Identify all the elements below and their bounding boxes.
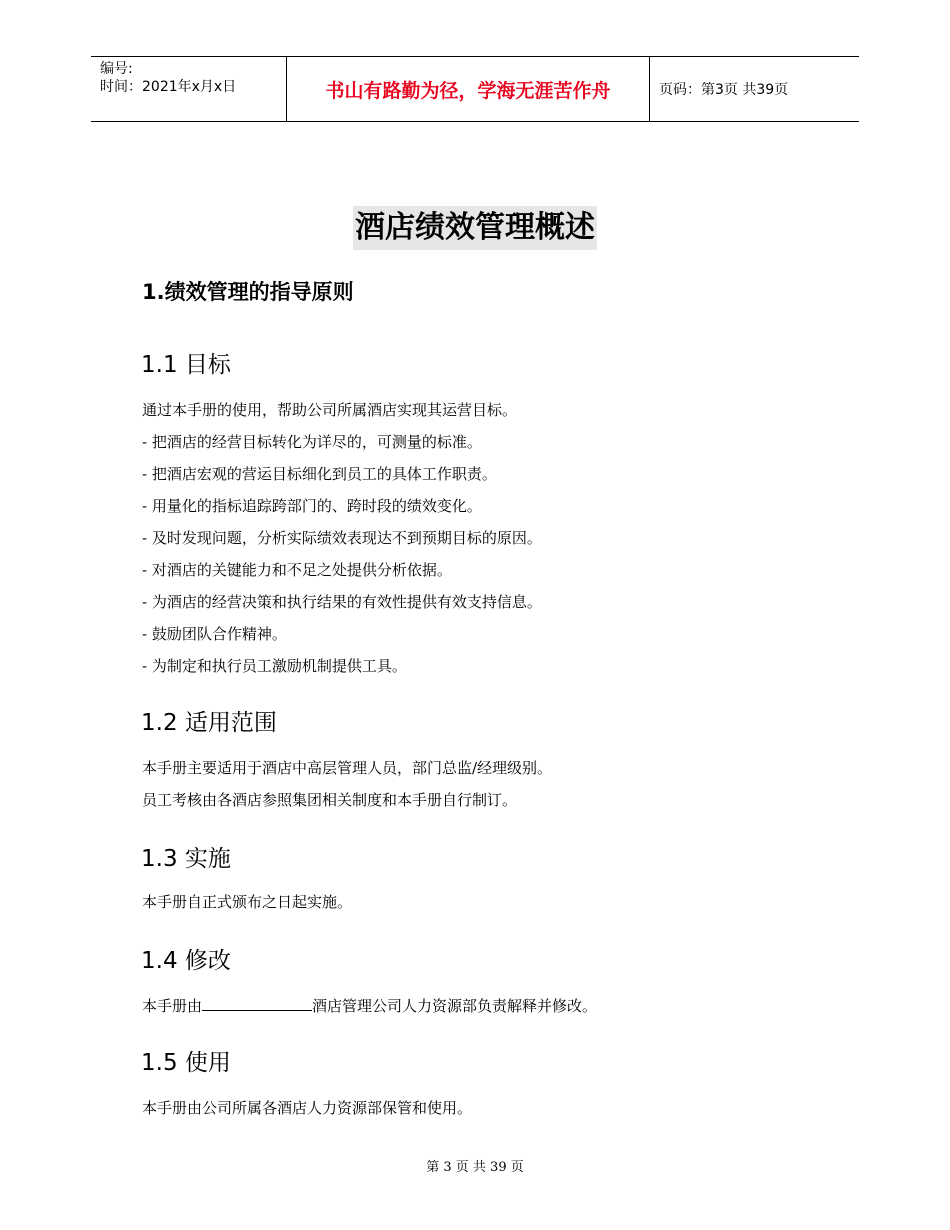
subsection-heading-revision: 1.4 修改 xyxy=(141,948,231,974)
goal-line: - 为制定和执行员工激励机制提供工具。 xyxy=(142,657,407,675)
goal-line: - 对酒店的关键能力和不足之处提供分析依据。 xyxy=(142,561,452,579)
scope-line: 员工考核由各酒店参照集团相关制度和本手册自行制订。 xyxy=(142,791,518,809)
goal-paragraph xyxy=(142,394,542,682)
subsection-heading-implementation: 1.3 实施 xyxy=(141,846,231,872)
goal-line: - 把酒店宏观的营运目标细化到员工的具体工作职责。 xyxy=(142,465,497,483)
header-meta xyxy=(91,57,287,121)
document-title: 酒店绩效管理概述 xyxy=(353,206,597,250)
goal-line: - 用量化的指标追踪跨部门的、跨时段的绩效变化。 xyxy=(142,497,482,515)
scope-line: 本手册主要适用于酒店中高层管理人员，部门总监/经理级别。 xyxy=(142,759,553,777)
header-table xyxy=(91,56,859,122)
revision-line-suffix: 酒店管理公司人力资源部负责解释并修改。 xyxy=(312,997,598,1015)
usage-paragraph xyxy=(142,1092,472,1124)
page-footer: 第 3 页 共 39 页 xyxy=(426,1160,524,1175)
document-title-wrap xyxy=(0,206,950,250)
goal-line: - 为酒店的经营决策和执行结果的有效性提供有效支持信息。 xyxy=(142,593,542,611)
goal-line: - 鼓励团队合作精神。 xyxy=(142,625,287,643)
blank-underline xyxy=(202,994,312,1011)
section-heading: 1.绩效管理的指导原则 xyxy=(142,280,354,304)
header-page-info: 页码：第3页 共39页 xyxy=(659,82,789,98)
implementation-line: 本手册自正式颁布之日起实施。 xyxy=(142,893,353,911)
header-time-label: 时间：2021年x月x日 xyxy=(100,79,237,95)
revision-paragraph xyxy=(142,990,597,1022)
subsection-heading-scope: 1.2 适用范围 xyxy=(141,710,277,736)
scope-paragraph xyxy=(142,752,552,816)
subsection-heading-goal: 1.1 目标 xyxy=(141,352,231,378)
header-motto: 书山有路勤为径，学海无涯苦作舟 xyxy=(287,57,650,121)
subsection-heading-usage: 1.5 使用 xyxy=(141,1050,231,1076)
goal-line: 通过本手册的使用，帮助公司所属酒店实现其运营目标。 xyxy=(142,401,518,419)
implementation-paragraph xyxy=(142,886,352,918)
goal-line: - 把酒店的经营目标转化为详尽的，可测量的标准。 xyxy=(142,433,482,451)
revision-line-prefix: 本手册由 xyxy=(142,997,203,1015)
header-number-label: 编号: xyxy=(100,61,133,77)
goal-line: - 及时发现问题，分析实际绩效表现达不到预期目标的原因。 xyxy=(142,529,542,547)
usage-line: 本手册由公司所属各酒店人力资源部保管和使用。 xyxy=(142,1099,473,1117)
